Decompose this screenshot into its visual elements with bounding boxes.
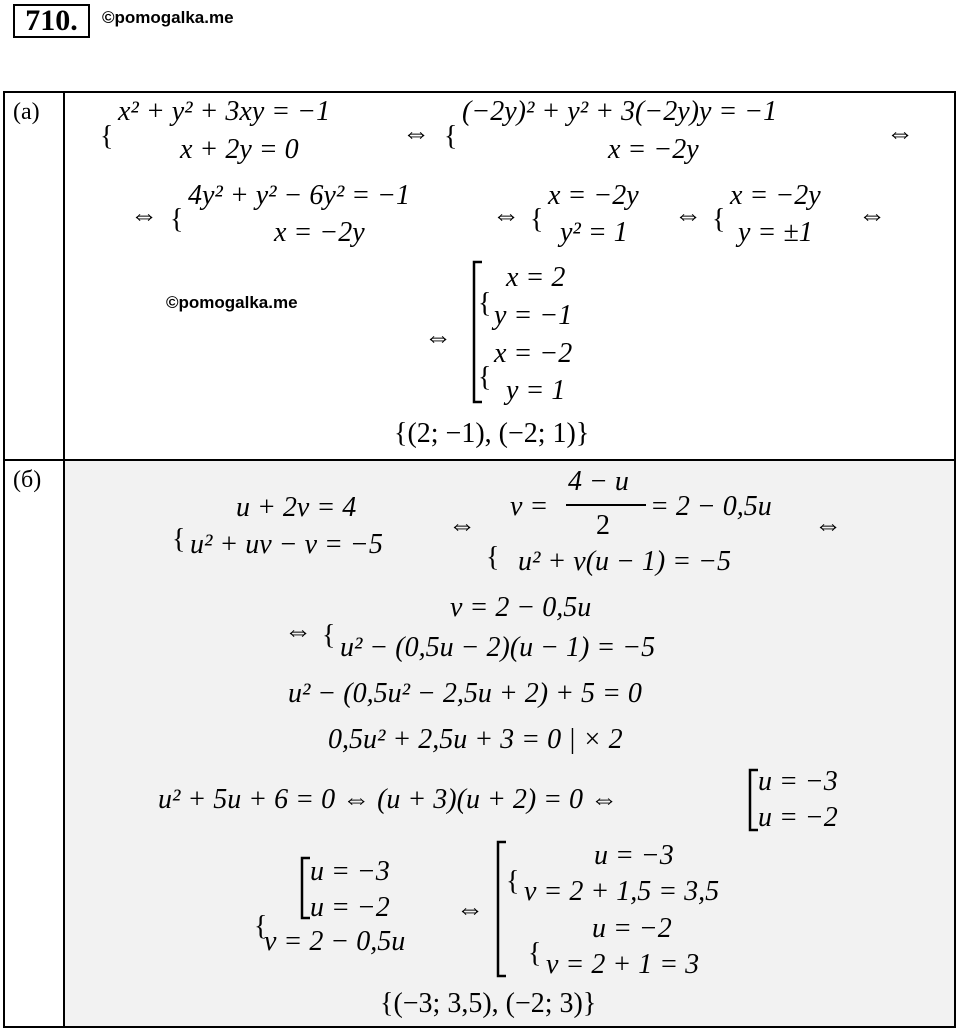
b5-case1: u = −3 — [758, 766, 838, 797]
watermark-inline: ©pomogalka.me — [166, 293, 298, 312]
a1-sys2-eq2: x = −2y — [608, 134, 699, 165]
b6-left-case1: u = −3 — [310, 856, 390, 887]
b1-v-rhs: = 2 − 0,5u — [650, 491, 772, 522]
a3-case2-eq2: y = 1 — [506, 375, 566, 406]
b5-case2: u = −2 — [758, 802, 838, 833]
equiv-icon: ⇔ — [424, 322, 452, 353]
a3-case2-eq1: x = −2 — [494, 338, 573, 369]
b1-sys1-eq1: u + 2v = 4 — [236, 492, 357, 523]
b1-frac-den: 2 — [596, 510, 610, 541]
b6-right2-eq2: v = 2 + 1 = 3 — [546, 949, 700, 980]
equiv-icon: ⇔ — [456, 894, 484, 925]
watermark-header: ©pomogalka.me — [102, 8, 234, 27]
a2-sys2-eq2: y² = 1 — [560, 217, 628, 248]
a1-sys1-eq1: x² + y² + 3xy = −1 — [118, 96, 331, 127]
cases-bracket — [498, 842, 506, 976]
a2-sys1-eq2: x = −2y — [274, 217, 365, 248]
a2-sys2-eq1: x = −2y — [548, 180, 639, 211]
b1-frac-num: 4 − u — [568, 466, 629, 497]
brace: { — [486, 542, 500, 573]
answer-b: {(−3; 3,5), (−2; 3)} — [380, 988, 597, 1019]
problem-number: 710. — [13, 4, 90, 38]
equiv-icon: ⇔ — [284, 616, 312, 647]
a3-case1-eq1: x = 2 — [506, 262, 566, 293]
equiv-icon: ⇔ — [858, 200, 886, 231]
equiv-icon: ⇔ — [674, 200, 702, 231]
brace: { — [444, 121, 458, 152]
b6-left-v: v = 2 − 0,5u — [264, 926, 406, 957]
equiv-icon: ⇔ — [886, 118, 914, 149]
a2-sys1-eq1: 4y² + y² − 6y² = −1 — [188, 180, 411, 211]
cases-bracket — [302, 858, 310, 918]
b5-eq: u² + 5u + 6 = 0 ⇔ (u + 3)(u + 2) = 0 ⇔ — [158, 784, 619, 815]
b1-second: u² + v(u − 1) = −5 — [518, 546, 732, 577]
a2-sys3-eq2: y = ±1 — [738, 217, 813, 248]
equiv-icon: ⇔ — [130, 200, 158, 231]
cases-bracket — [750, 770, 758, 830]
b1-v-lhs: v = — [510, 491, 549, 522]
a3-case1-eq2: y = −1 — [494, 300, 573, 331]
brace: { — [506, 866, 520, 897]
equiv-icon: ⇔ — [492, 200, 520, 231]
brace: { — [712, 204, 726, 235]
b1-sys1-eq2: u² + uv − v = −5 — [190, 529, 383, 560]
equiv-icon: ⇔ — [448, 510, 476, 541]
part-b-label: (б) — [13, 467, 42, 493]
b4: 0,5u² + 2,5u + 3 = 0 | × 2 — [328, 724, 623, 755]
equiv-icon: ⇔ — [402, 118, 430, 149]
a1-sys2-eq1: (−2y)² + y² + 3(−2y)y = −1 — [462, 96, 778, 127]
b2-eq2: u² − (0,5u − 2)(u − 1) = −5 — [340, 632, 656, 663]
b3: u² − (0,5u² − 2,5u + 2) + 5 = 0 — [288, 678, 642, 709]
b6-right2-eq1: u = −2 — [592, 913, 672, 944]
part-a-label: (a) — [13, 99, 40, 125]
a1-sys1-eq2: x + 2y = 0 — [180, 134, 299, 165]
brace: { — [254, 911, 268, 942]
brace: { — [478, 362, 492, 393]
b2-eq1: v = 2 − 0,5u — [450, 592, 592, 623]
b6-right1-eq2: v = 2 + 1,5 = 3,5 — [524, 876, 720, 907]
b6-right1-eq1: u = −3 — [594, 840, 674, 871]
answer-a: {(2; −1), (−2; 1)} — [394, 418, 590, 449]
b6-left-case2: u = −2 — [310, 892, 390, 923]
brace: { — [322, 620, 336, 651]
a2-sys3-eq1: x = −2y — [730, 180, 821, 211]
brace: { — [172, 524, 186, 555]
brace: { — [478, 288, 492, 319]
brace: { — [530, 204, 544, 235]
brace: { — [528, 938, 542, 969]
brace: { — [100, 121, 114, 152]
equiv-icon: ⇔ — [814, 510, 842, 541]
brace: { — [170, 204, 184, 235]
